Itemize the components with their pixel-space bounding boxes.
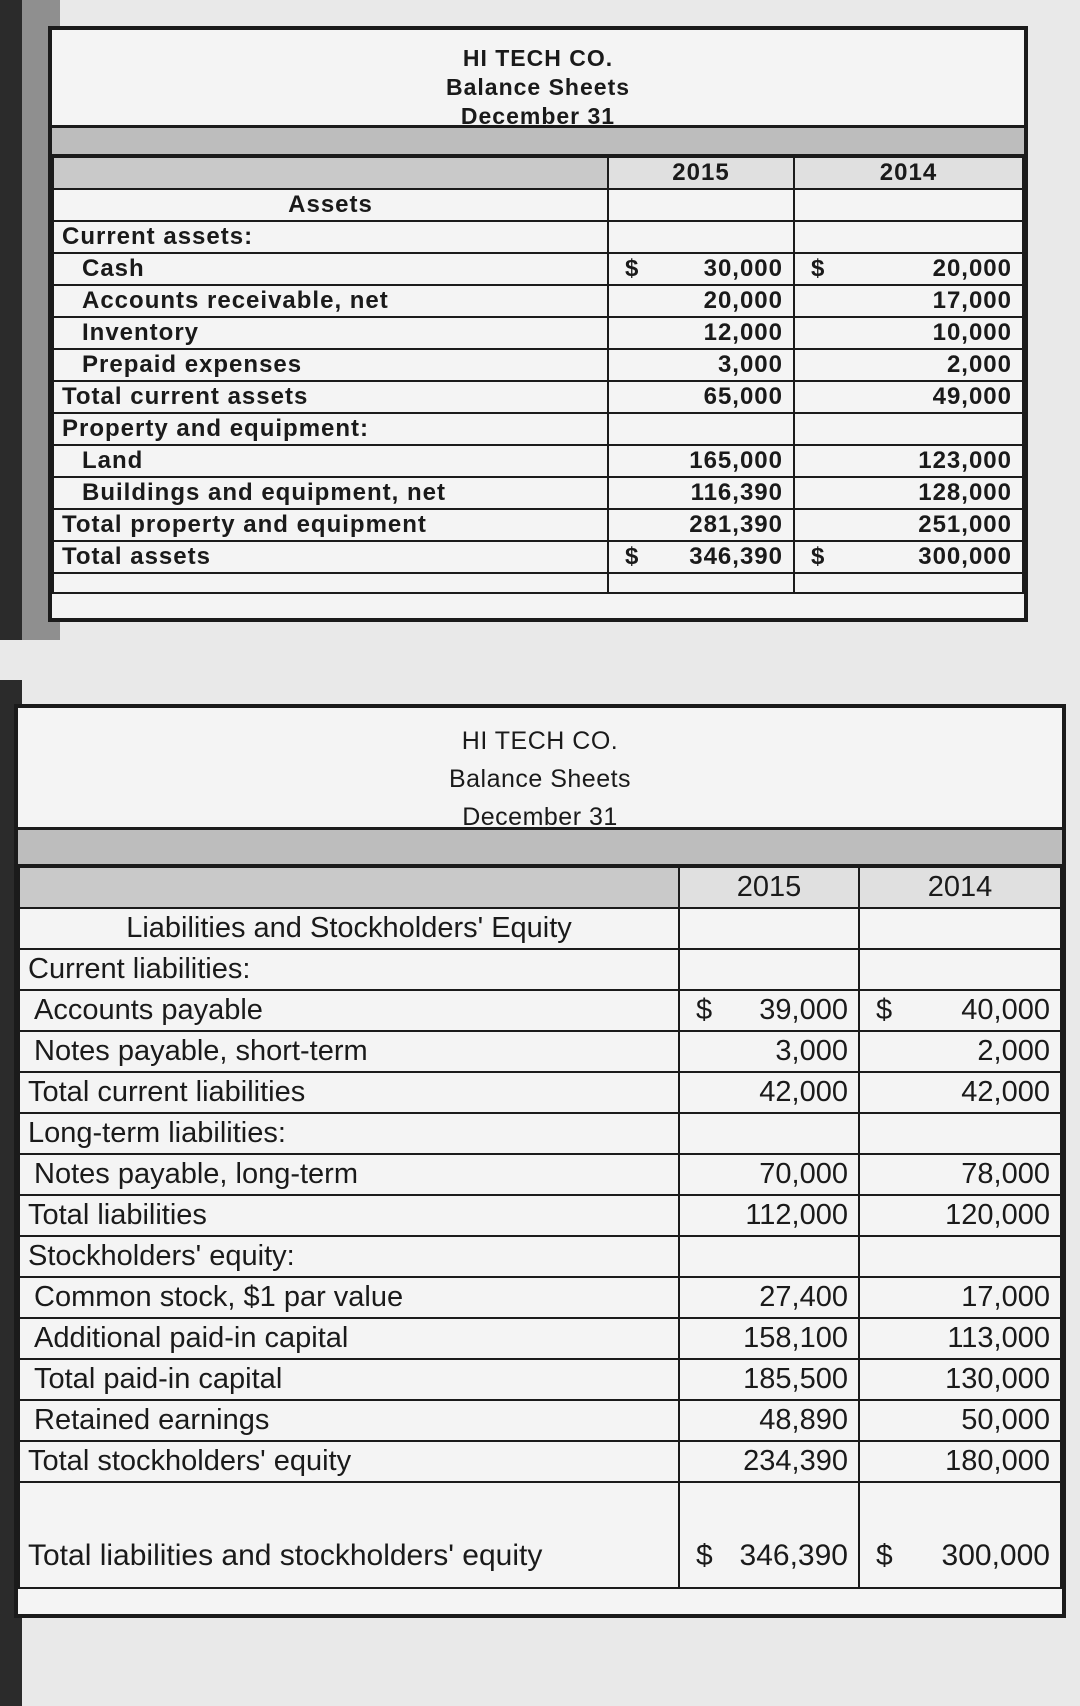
assets-table xyxy=(52,156,1024,594)
value-2015: 27,400 xyxy=(679,1277,859,1318)
value-2015: 234,390 xyxy=(679,1441,859,1482)
table-row xyxy=(53,349,1023,381)
table-row xyxy=(19,1195,1061,1236)
row-label: Total liabilities xyxy=(19,1195,679,1236)
row-label: Notes payable, long-term xyxy=(19,1154,679,1195)
gray-band xyxy=(52,128,1024,156)
table-row xyxy=(19,1236,1061,1277)
value-2014: 2,000 xyxy=(859,1031,1061,1072)
row-label: Accounts receivable, net xyxy=(53,285,608,317)
value-2015: 165,000 xyxy=(608,445,794,477)
value-2014: 50,000 xyxy=(859,1400,1061,1441)
value-2015: 3,000 xyxy=(608,349,794,381)
value-2014: 120,000 xyxy=(859,1195,1061,1236)
value-2014: 17,000 xyxy=(859,1277,1061,1318)
value-2015: 30,000 xyxy=(703,255,783,282)
year-2014-header: 2014 xyxy=(859,867,1061,908)
currency-symbol: $ xyxy=(625,543,640,570)
value-2015: 65,000 xyxy=(608,381,794,413)
row-label: Notes payable, short-term xyxy=(19,1031,679,1072)
statement-title: Balance Sheets xyxy=(445,74,631,100)
subsection-heading: Current assets: xyxy=(53,221,608,253)
background-strip xyxy=(0,0,22,640)
currency-symbol: $ xyxy=(625,255,640,282)
row-label: Total liabilities and stockholders' equity xyxy=(19,1482,679,1588)
sheet-header xyxy=(18,708,1062,830)
value-2014: 78,000 xyxy=(859,1154,1061,1195)
table-row xyxy=(19,990,1061,1031)
row-label: Common stock, $1 par value xyxy=(19,1277,679,1318)
sheet-header xyxy=(52,30,1024,128)
currency-symbol: $ xyxy=(696,994,713,1026)
value-2015: 281,390 xyxy=(608,509,794,541)
value-2014: 300,000 xyxy=(941,1539,1050,1572)
value-2014: 130,000 xyxy=(859,1359,1061,1400)
value-2014: 128,000 xyxy=(794,477,1023,509)
year-2014-header: 2014 xyxy=(794,157,1023,189)
table-row xyxy=(19,908,1061,949)
row-label: Total assets xyxy=(53,541,608,573)
value-2015: 112,000 xyxy=(679,1195,859,1236)
table-row xyxy=(53,445,1023,477)
subsection-heading: Long-term liabilities: xyxy=(19,1113,679,1154)
value-2015: 39,000 xyxy=(759,994,848,1026)
row-label: Total current liabilities xyxy=(19,1072,679,1113)
table-row xyxy=(19,1359,1061,1400)
statement-date: December 31 xyxy=(460,103,616,129)
table-row xyxy=(53,157,1023,189)
table-row xyxy=(53,541,1023,573)
value-2014: 180,000 xyxy=(859,1441,1061,1482)
company-name: HI TECH CO. xyxy=(461,727,619,755)
value-2015: 70,000 xyxy=(679,1154,859,1195)
value-2015: 158,100 xyxy=(679,1318,859,1359)
value-2015: 185,500 xyxy=(679,1359,859,1400)
value-2015: 116,390 xyxy=(608,477,794,509)
row-label: Buildings and equipment, net xyxy=(53,477,608,509)
section-heading: Assets xyxy=(53,189,608,221)
value-2015: 48,890 xyxy=(679,1400,859,1441)
value-2014: 17,000 xyxy=(794,285,1023,317)
value-2014: 10,000 xyxy=(794,317,1023,349)
statement-title: Balance Sheets xyxy=(448,765,632,793)
value-2015: 20,000 xyxy=(608,285,794,317)
table-row xyxy=(19,1072,1061,1113)
table-row xyxy=(19,1400,1061,1441)
value-2015: 3,000 xyxy=(679,1031,859,1072)
row-label: Land xyxy=(53,445,608,477)
table-row xyxy=(53,477,1023,509)
value-2015: 12,000 xyxy=(608,317,794,349)
table-row xyxy=(19,1113,1061,1154)
currency-symbol: $ xyxy=(876,994,893,1026)
table-row xyxy=(19,1031,1061,1072)
company-name: HI TECH CO. xyxy=(462,45,614,71)
value-2014: 40,000 xyxy=(961,994,1050,1026)
row-label: Retained earnings xyxy=(19,1400,679,1441)
balance-sheet-liabilities xyxy=(14,704,1066,1618)
value-2014: 113,000 xyxy=(859,1318,1061,1359)
value-2014: 2,000 xyxy=(794,349,1023,381)
table-row xyxy=(53,317,1023,349)
table-row xyxy=(19,1318,1061,1359)
row-label: Additional paid-in capital xyxy=(19,1318,679,1359)
statement-date: December 31 xyxy=(462,803,618,831)
row-label: Total current assets xyxy=(53,381,608,413)
table-row xyxy=(53,381,1023,413)
table-row xyxy=(19,1441,1061,1482)
section-heading: Liabilities and Stockholders' Equity xyxy=(19,908,679,949)
balance-sheet-assets xyxy=(48,26,1028,622)
table-row xyxy=(19,1154,1061,1195)
row-label: Accounts payable xyxy=(19,990,679,1031)
row-label: Inventory xyxy=(53,317,608,349)
row-label: Cash xyxy=(53,253,608,285)
subsection-heading: Current liabilities: xyxy=(19,949,679,990)
table-row xyxy=(53,413,1023,445)
value-2014: 123,000 xyxy=(794,445,1023,477)
currency-symbol: $ xyxy=(876,1539,893,1572)
table-row xyxy=(19,1482,1061,1588)
value-2014: 20,000 xyxy=(932,255,1012,282)
value-2014: 49,000 xyxy=(794,381,1023,413)
table-row xyxy=(53,253,1023,285)
subsection-heading: Property and equipment: xyxy=(53,413,608,445)
row-label: Total property and equipment xyxy=(53,509,608,541)
table-row xyxy=(53,221,1023,253)
value-2014: 42,000 xyxy=(859,1072,1061,1113)
table-row xyxy=(19,1277,1061,1318)
table-row xyxy=(19,949,1061,990)
liabilities-table xyxy=(18,866,1062,1589)
table-row xyxy=(53,189,1023,221)
subsection-heading: Stockholders' equity: xyxy=(19,1236,679,1277)
currency-symbol: $ xyxy=(811,543,826,570)
year-2015-header: 2015 xyxy=(608,157,794,189)
table-row xyxy=(19,867,1061,908)
table-row xyxy=(53,509,1023,541)
row-label: Prepaid expenses xyxy=(53,349,608,381)
value-2015: 42,000 xyxy=(679,1072,859,1113)
year-2015-header: 2015 xyxy=(679,867,859,908)
currency-symbol: $ xyxy=(696,1539,713,1572)
value-2014: 300,000 xyxy=(918,543,1012,570)
value-2014: 251,000 xyxy=(794,509,1023,541)
table-row xyxy=(53,573,1023,593)
value-2015: 346,390 xyxy=(689,543,783,570)
row-label: Total paid-in capital xyxy=(19,1359,679,1400)
currency-symbol: $ xyxy=(811,255,826,282)
row-label: Total stockholders' equity xyxy=(19,1441,679,1482)
table-row xyxy=(53,285,1023,317)
value-2015: 346,390 xyxy=(739,1539,848,1572)
